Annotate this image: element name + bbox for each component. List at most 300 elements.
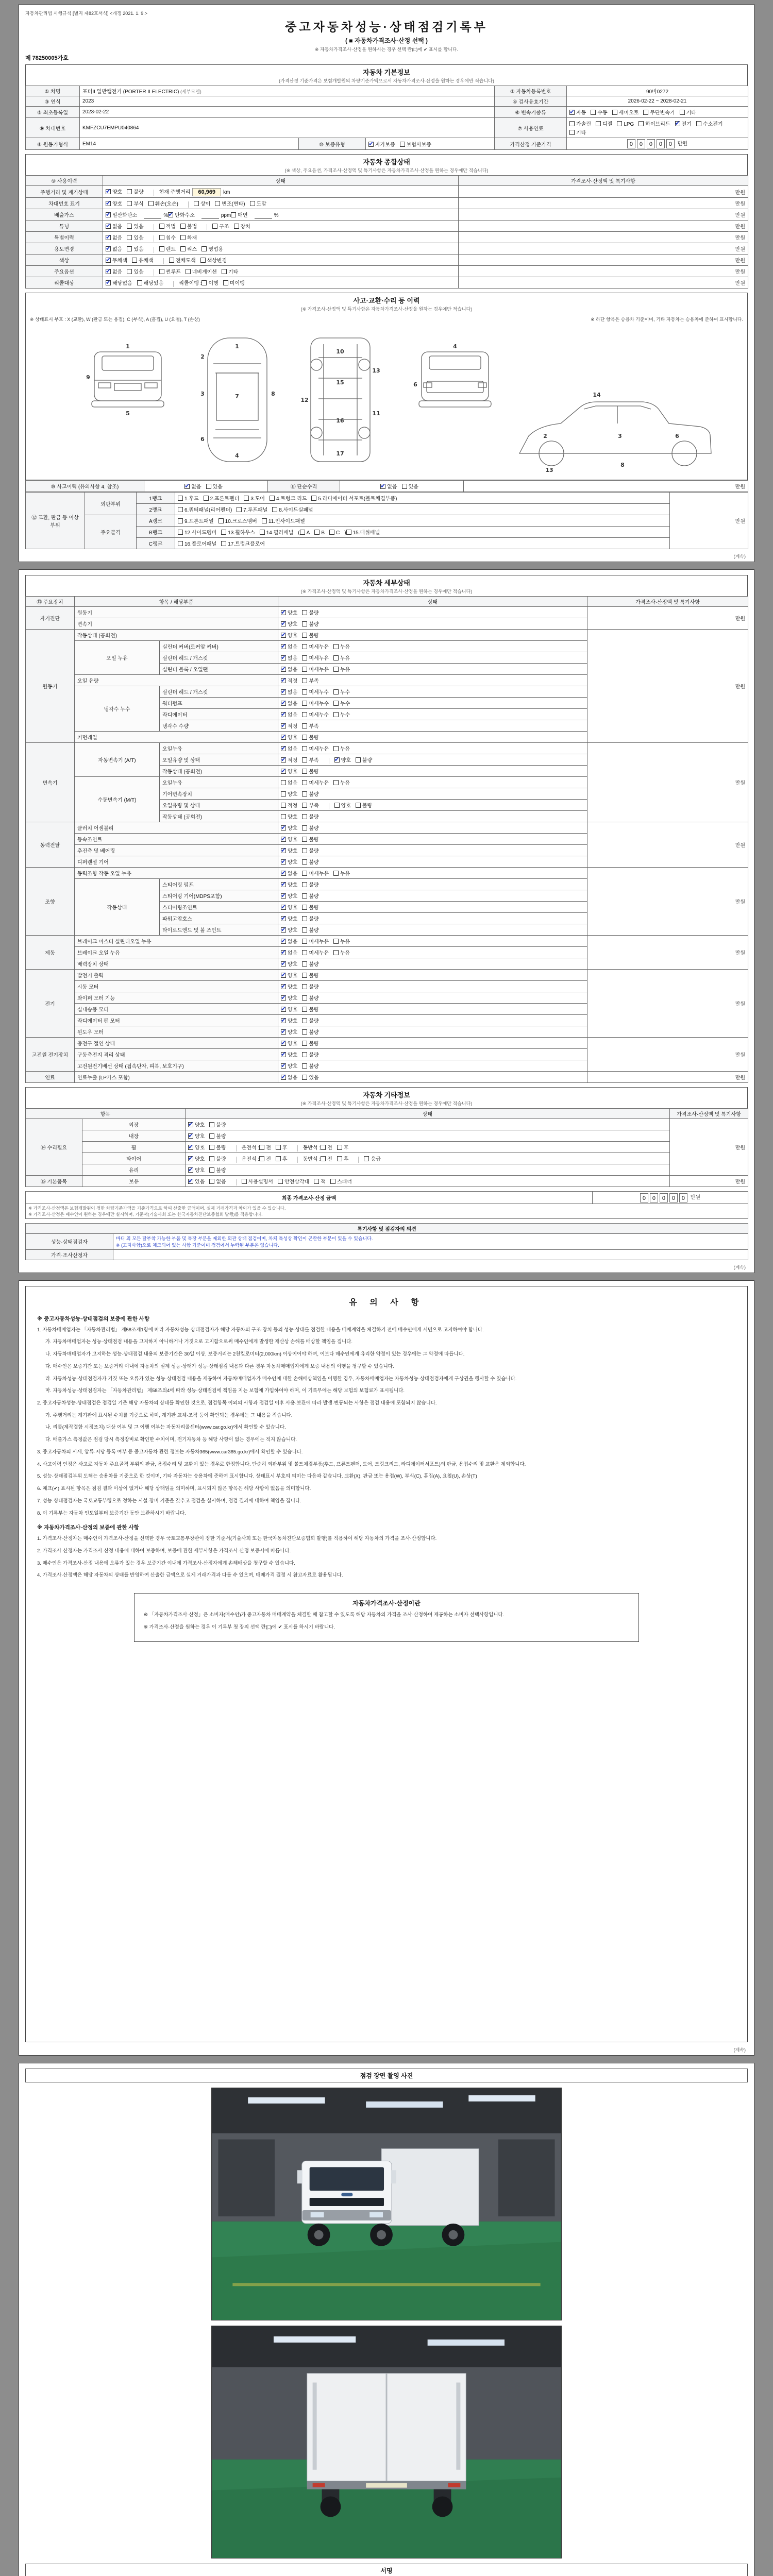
checkbox-option[interactable] bbox=[281, 722, 297, 730]
checkbox[interactable] bbox=[356, 803, 361, 808]
checkbox-option[interactable] bbox=[281, 994, 297, 1002]
checkbox[interactable] bbox=[178, 541, 183, 546]
checkbox[interactable] bbox=[311, 496, 316, 501]
checkbox-option[interactable] bbox=[281, 1039, 297, 1047]
checkbox[interactable] bbox=[281, 701, 286, 706]
checkbox-option[interactable] bbox=[281, 654, 297, 662]
checkbox[interactable] bbox=[281, 1018, 286, 1023]
checkbox[interactable] bbox=[281, 1029, 286, 1035]
checkbox-option[interactable] bbox=[221, 528, 255, 536]
checkbox[interactable] bbox=[168, 212, 173, 217]
checkbox[interactable] bbox=[302, 814, 307, 819]
checkbox[interactable] bbox=[337, 1145, 342, 1150]
checkbox[interactable] bbox=[300, 530, 305, 535]
checkbox[interactable] bbox=[281, 995, 286, 1001]
checkbox-option[interactable] bbox=[314, 1177, 326, 1185]
checkbox[interactable] bbox=[127, 201, 132, 206]
checkbox-option[interactable] bbox=[311, 494, 397, 502]
checkbox-option[interactable] bbox=[281, 858, 297, 866]
checkbox-option[interactable] bbox=[188, 1132, 205, 1140]
checkbox-option[interactable] bbox=[612, 108, 639, 116]
checkbox-option[interactable] bbox=[302, 642, 329, 650]
checkbox-option[interactable] bbox=[281, 1073, 297, 1081]
checkbox[interactable] bbox=[321, 1156, 326, 1161]
checkbox[interactable] bbox=[302, 769, 307, 774]
checkbox[interactable] bbox=[188, 1167, 193, 1173]
checkbox[interactable] bbox=[178, 530, 183, 535]
checkbox[interactable] bbox=[281, 655, 286, 660]
checkbox[interactable] bbox=[302, 1052, 307, 1057]
checkbox-option[interactable] bbox=[302, 676, 318, 684]
checkbox[interactable] bbox=[106, 235, 111, 240]
checkbox[interactable] bbox=[281, 1052, 286, 1057]
checkbox-option[interactable] bbox=[188, 1166, 205, 1174]
checkbox-option[interactable] bbox=[281, 835, 297, 843]
checkbox[interactable] bbox=[270, 496, 275, 501]
checkbox-option[interactable] bbox=[321, 1155, 332, 1162]
checkbox[interactable] bbox=[188, 1133, 193, 1139]
checkbox-option[interactable] bbox=[137, 279, 164, 286]
checkbox-option[interactable] bbox=[302, 699, 329, 707]
checkbox[interactable] bbox=[209, 1133, 214, 1139]
checkbox[interactable] bbox=[106, 246, 111, 251]
checkbox[interactable] bbox=[368, 142, 374, 147]
checkbox[interactable] bbox=[169, 258, 174, 263]
checkbox-option[interactable] bbox=[300, 530, 310, 536]
checkbox-option[interactable] bbox=[159, 267, 181, 275]
checkbox[interactable] bbox=[127, 246, 132, 251]
checkbox[interactable] bbox=[188, 1179, 193, 1184]
checkbox-option[interactable] bbox=[380, 482, 397, 490]
checkbox[interactable] bbox=[106, 189, 111, 194]
checkbox-option[interactable] bbox=[169, 256, 196, 264]
checkbox-option[interactable] bbox=[302, 982, 318, 990]
checkbox[interactable] bbox=[281, 689, 286, 694]
checkbox-option[interactable] bbox=[270, 494, 307, 502]
checkbox-option[interactable] bbox=[281, 824, 297, 832]
checkbox-option[interactable] bbox=[281, 1050, 297, 1058]
checkbox-option[interactable] bbox=[329, 530, 340, 536]
checkbox-option[interactable] bbox=[281, 960, 297, 968]
checkbox-option[interactable] bbox=[596, 120, 612, 127]
checkbox-option[interactable] bbox=[259, 1155, 271, 1162]
checkbox-option[interactable] bbox=[281, 971, 297, 979]
checkbox-option[interactable] bbox=[250, 199, 266, 207]
checkbox[interactable] bbox=[302, 780, 307, 785]
checkbox-option[interactable] bbox=[302, 790, 318, 798]
checkbox[interactable] bbox=[302, 973, 307, 978]
checkbox[interactable] bbox=[159, 269, 164, 274]
checkbox-option[interactable] bbox=[302, 744, 329, 752]
checkbox[interactable] bbox=[333, 950, 339, 955]
checkbox-option[interactable] bbox=[132, 256, 154, 264]
checkbox[interactable] bbox=[221, 541, 226, 546]
checkbox-option[interactable] bbox=[281, 676, 297, 684]
checkbox[interactable] bbox=[281, 837, 286, 842]
checkbox-option[interactable] bbox=[260, 528, 294, 536]
checkbox[interactable] bbox=[302, 1007, 307, 1012]
checkbox-option[interactable] bbox=[209, 1177, 226, 1185]
checkbox[interactable] bbox=[638, 121, 644, 126]
checkbox[interactable] bbox=[402, 484, 407, 489]
checkbox-option[interactable] bbox=[180, 233, 197, 241]
checkbox-option[interactable] bbox=[148, 199, 178, 207]
checkbox-option[interactable] bbox=[302, 631, 318, 639]
checkbox[interactable] bbox=[204, 496, 209, 501]
checkbox-option[interactable] bbox=[178, 539, 216, 547]
checkbox-option[interactable] bbox=[180, 222, 197, 230]
checkbox-option[interactable] bbox=[178, 528, 216, 536]
checkbox-option[interactable] bbox=[178, 505, 232, 513]
checkbox[interactable] bbox=[281, 927, 286, 933]
checkbox[interactable] bbox=[276, 1156, 281, 1161]
checkbox[interactable] bbox=[302, 859, 307, 865]
checkbox-option[interactable] bbox=[281, 710, 297, 718]
checkbox[interactable] bbox=[159, 224, 164, 229]
checkbox[interactable] bbox=[380, 484, 385, 489]
checkbox-option[interactable] bbox=[281, 948, 297, 956]
checkbox-option[interactable] bbox=[188, 1121, 205, 1128]
checkbox[interactable] bbox=[302, 746, 307, 751]
checkbox[interactable] bbox=[400, 142, 405, 147]
checkbox-option[interactable] bbox=[209, 1166, 226, 1174]
checkbox[interactable] bbox=[321, 1145, 326, 1150]
checkbox[interactable] bbox=[302, 950, 307, 955]
checkbox[interactable] bbox=[221, 530, 226, 535]
checkbox[interactable] bbox=[302, 916, 307, 921]
checkbox[interactable] bbox=[222, 269, 227, 274]
checkbox-option[interactable] bbox=[302, 926, 318, 934]
checkbox-option[interactable] bbox=[106, 188, 122, 195]
checkbox-option[interactable] bbox=[302, 1016, 318, 1024]
checkbox-option[interactable] bbox=[333, 665, 350, 673]
checkbox[interactable] bbox=[206, 484, 211, 489]
checkbox-option[interactable] bbox=[281, 733, 297, 741]
checkbox[interactable] bbox=[281, 950, 286, 955]
checkbox[interactable] bbox=[281, 848, 286, 853]
checkbox-option[interactable] bbox=[127, 233, 143, 241]
checkbox[interactable] bbox=[302, 701, 307, 706]
checkbox[interactable] bbox=[281, 769, 286, 774]
checkbox[interactable] bbox=[106, 224, 111, 229]
checkbox[interactable] bbox=[231, 212, 236, 217]
checkbox[interactable] bbox=[302, 995, 307, 1001]
checkbox-option[interactable] bbox=[259, 1143, 271, 1151]
checkbox-option[interactable] bbox=[106, 245, 122, 252]
checkbox-option[interactable] bbox=[204, 494, 240, 502]
checkbox-option[interactable] bbox=[281, 1016, 297, 1024]
checkbox-option[interactable] bbox=[356, 801, 372, 809]
checkbox-option[interactable] bbox=[302, 722, 318, 730]
checkbox[interactable] bbox=[302, 984, 307, 989]
checkbox[interactable] bbox=[281, 610, 286, 615]
checkbox-option[interactable] bbox=[400, 140, 431, 148]
checkbox[interactable] bbox=[333, 689, 339, 694]
checkbox-option[interactable] bbox=[276, 1143, 288, 1151]
checkbox[interactable] bbox=[234, 224, 239, 229]
checkbox-option[interactable] bbox=[281, 801, 297, 809]
checkbox-option[interactable] bbox=[638, 120, 670, 127]
checkbox-option[interactable] bbox=[244, 494, 265, 502]
checkbox[interactable] bbox=[281, 825, 286, 831]
checkbox-option[interactable] bbox=[223, 279, 245, 286]
checkbox-option[interactable] bbox=[200, 256, 227, 264]
checkbox-option[interactable] bbox=[302, 1039, 318, 1047]
checkbox-option[interactable] bbox=[302, 869, 329, 877]
checkbox-option[interactable] bbox=[314, 530, 325, 536]
checkbox-option[interactable] bbox=[222, 267, 238, 275]
checkbox[interactable] bbox=[302, 837, 307, 842]
checkbox[interactable] bbox=[209, 1145, 214, 1150]
checkbox-option[interactable] bbox=[184, 482, 201, 490]
checkbox-option[interactable] bbox=[106, 211, 137, 218]
checkbox[interactable] bbox=[127, 269, 132, 274]
blank-field[interactable] bbox=[201, 213, 219, 219]
checkbox-option[interactable] bbox=[281, 642, 297, 650]
checkbox[interactable] bbox=[617, 121, 622, 126]
checkbox[interactable] bbox=[259, 1145, 264, 1150]
checkbox-option[interactable] bbox=[281, 812, 297, 820]
checkbox-option[interactable] bbox=[178, 494, 199, 502]
checkbox-option[interactable] bbox=[168, 211, 195, 218]
checkbox[interactable] bbox=[333, 939, 339, 944]
checkbox-option[interactable] bbox=[106, 279, 132, 286]
checkbox-option[interactable] bbox=[569, 108, 586, 116]
price-digit-box[interactable]: 0 bbox=[669, 1193, 678, 1202]
checkbox[interactable] bbox=[302, 848, 307, 853]
checkbox-option[interactable] bbox=[281, 767, 297, 775]
checkbox[interactable] bbox=[194, 201, 199, 206]
checkbox[interactable] bbox=[596, 121, 601, 126]
checkbox[interactable] bbox=[201, 246, 207, 251]
checkbox-option[interactable] bbox=[281, 926, 297, 934]
checkbox[interactable] bbox=[302, 1041, 307, 1046]
checkbox-option[interactable] bbox=[302, 801, 318, 809]
checkbox-option[interactable] bbox=[188, 1143, 205, 1151]
checkbox[interactable] bbox=[333, 746, 339, 751]
checkbox[interactable] bbox=[302, 882, 307, 887]
checkbox-option[interactable] bbox=[201, 245, 223, 252]
checkbox-option[interactable] bbox=[333, 948, 350, 956]
checkbox-option[interactable] bbox=[281, 880, 297, 888]
checkbox[interactable] bbox=[127, 224, 132, 229]
checkbox[interactable] bbox=[569, 110, 575, 115]
checkbox[interactable] bbox=[302, 1075, 307, 1080]
checkbox-option[interactable] bbox=[276, 1155, 288, 1162]
checkbox[interactable] bbox=[250, 201, 255, 206]
checkbox[interactable] bbox=[178, 518, 183, 523]
checkbox[interactable] bbox=[302, 610, 307, 615]
checkbox[interactable] bbox=[178, 496, 183, 501]
checkbox[interactable] bbox=[281, 780, 286, 785]
checkbox[interactable] bbox=[188, 1156, 193, 1161]
checkbox[interactable] bbox=[278, 1179, 283, 1184]
checkbox[interactable] bbox=[281, 1063, 286, 1069]
checkbox[interactable] bbox=[591, 110, 596, 115]
checkbox[interactable] bbox=[281, 984, 286, 989]
checkbox-option[interactable] bbox=[337, 1155, 349, 1162]
checkbox-option[interactable] bbox=[302, 960, 318, 968]
price-digit-box[interactable]: 0 bbox=[650, 1193, 658, 1202]
checkbox[interactable] bbox=[281, 633, 286, 638]
checkbox[interactable] bbox=[281, 939, 286, 944]
checkbox-option[interactable] bbox=[209, 1121, 226, 1128]
checkbox[interactable] bbox=[106, 269, 111, 274]
checkbox-option[interactable] bbox=[281, 608, 297, 616]
checkbox-option[interactable] bbox=[186, 267, 217, 275]
checkbox-option[interactable] bbox=[281, 982, 297, 990]
checkbox[interactable] bbox=[188, 1145, 193, 1150]
checkbox-option[interactable] bbox=[302, 858, 318, 866]
checkbox-option[interactable] bbox=[302, 710, 329, 718]
checkbox-option[interactable] bbox=[302, 994, 318, 1002]
checkbox[interactable] bbox=[333, 655, 339, 660]
checkbox-option[interactable] bbox=[281, 1005, 297, 1013]
checkbox-option[interactable] bbox=[281, 869, 297, 877]
checkbox[interactable] bbox=[180, 235, 186, 240]
checkbox-option[interactable] bbox=[127, 267, 143, 275]
checkbox[interactable] bbox=[337, 1156, 342, 1161]
checkbox[interactable] bbox=[281, 757, 286, 762]
checkbox[interactable] bbox=[333, 871, 339, 876]
checkbox[interactable] bbox=[302, 712, 307, 717]
checkbox-option[interactable] bbox=[127, 199, 143, 207]
price-digit-box[interactable]: 0 bbox=[640, 1193, 648, 1202]
checkbox[interactable] bbox=[281, 678, 286, 683]
checkbox[interactable] bbox=[333, 780, 339, 785]
checkbox-option[interactable] bbox=[302, 767, 318, 775]
checkbox[interactable] bbox=[281, 882, 286, 887]
checkbox-option[interactable] bbox=[302, 733, 318, 741]
checkbox-option[interactable] bbox=[234, 222, 250, 230]
checkbox[interactable] bbox=[148, 201, 154, 206]
checkbox[interactable] bbox=[302, 871, 307, 876]
checkbox-option[interactable] bbox=[281, 892, 297, 900]
checkbox-option[interactable] bbox=[127, 222, 143, 230]
checkbox-option[interactable] bbox=[281, 631, 297, 639]
checkbox-option[interactable] bbox=[206, 482, 223, 490]
checkbox-option[interactable] bbox=[302, 824, 318, 832]
checkbox-option[interactable] bbox=[302, 892, 318, 900]
checkbox[interactable] bbox=[330, 1179, 335, 1184]
checkbox[interactable] bbox=[302, 667, 307, 672]
checkbox[interactable] bbox=[281, 859, 286, 865]
checkbox[interactable] bbox=[281, 871, 286, 876]
checkbox-option[interactable] bbox=[281, 744, 297, 752]
checkbox-option[interactable] bbox=[302, 880, 318, 888]
checkbox-option[interactable] bbox=[302, 971, 318, 979]
checkbox-option[interactable] bbox=[334, 756, 351, 764]
checkbox-option[interactable] bbox=[302, 1073, 318, 1081]
checkbox[interactable] bbox=[127, 189, 132, 194]
checkbox[interactable] bbox=[178, 507, 183, 512]
checkbox[interactable] bbox=[281, 735, 286, 740]
checkbox[interactable] bbox=[356, 757, 361, 762]
checkbox-option[interactable] bbox=[302, 620, 318, 628]
price-digit-box[interactable]: 0 bbox=[679, 1193, 687, 1202]
checkbox[interactable] bbox=[302, 633, 307, 638]
checkbox[interactable] bbox=[302, 1063, 307, 1069]
checkbox-option[interactable] bbox=[281, 688, 297, 696]
checkbox[interactable] bbox=[242, 1179, 247, 1184]
checkbox[interactable] bbox=[333, 644, 339, 649]
checkbox-option[interactable] bbox=[237, 505, 267, 513]
checkbox[interactable] bbox=[201, 280, 207, 285]
checkbox[interactable] bbox=[186, 269, 191, 274]
checkbox[interactable] bbox=[281, 644, 286, 649]
checkbox[interactable] bbox=[106, 280, 111, 285]
checkbox[interactable] bbox=[281, 791, 286, 796]
checkbox[interactable] bbox=[680, 110, 685, 115]
checkbox[interactable] bbox=[212, 224, 217, 229]
checkbox[interactable] bbox=[188, 1122, 193, 1127]
checkbox[interactable] bbox=[244, 496, 249, 501]
checkbox[interactable] bbox=[302, 655, 307, 660]
checkbox[interactable] bbox=[180, 224, 186, 229]
checkbox-option[interactable] bbox=[231, 211, 247, 218]
checkbox-option[interactable] bbox=[188, 1155, 205, 1162]
checkbox-option[interactable] bbox=[321, 1143, 332, 1151]
checkbox-option[interactable] bbox=[302, 654, 329, 662]
checkbox[interactable] bbox=[302, 893, 307, 899]
checkbox[interactable] bbox=[260, 530, 265, 535]
checkbox[interactable] bbox=[302, 939, 307, 944]
checkbox-option[interactable] bbox=[333, 642, 350, 650]
checkbox-option[interactable] bbox=[333, 869, 350, 877]
checkbox-option[interactable] bbox=[333, 937, 350, 945]
checkbox-option[interactable] bbox=[302, 756, 318, 764]
checkbox[interactable] bbox=[696, 121, 701, 126]
checkbox[interactable] bbox=[106, 258, 111, 263]
checkbox-option[interactable] bbox=[262, 517, 305, 524]
checkbox-option[interactable] bbox=[188, 1177, 205, 1185]
checkbox[interactable] bbox=[314, 530, 320, 535]
checkbox[interactable] bbox=[643, 110, 648, 115]
checkbox-option[interactable] bbox=[281, 937, 297, 945]
checkbox-option[interactable] bbox=[272, 505, 313, 513]
checkbox-option[interactable] bbox=[333, 710, 350, 718]
price-digit-box[interactable]: 0 bbox=[647, 139, 655, 148]
checkbox-option[interactable] bbox=[106, 222, 122, 230]
checkbox[interactable] bbox=[302, 735, 307, 740]
checkbox-option[interactable] bbox=[212, 222, 229, 230]
checkbox-option[interactable] bbox=[127, 245, 143, 252]
checkbox[interactable] bbox=[281, 814, 286, 819]
checkbox-option[interactable] bbox=[106, 256, 127, 264]
checkbox-option[interactable] bbox=[368, 140, 395, 148]
checkbox[interactable] bbox=[281, 916, 286, 921]
checkbox-option[interactable] bbox=[106, 233, 122, 241]
checkbox[interactable] bbox=[569, 121, 575, 126]
blank-field[interactable] bbox=[255, 213, 272, 219]
checkbox[interactable] bbox=[302, 803, 307, 808]
checkbox-option[interactable] bbox=[194, 199, 210, 207]
checkbox-option[interactable] bbox=[127, 188, 143, 195]
checkbox-option[interactable] bbox=[302, 914, 318, 922]
checkbox-option[interactable] bbox=[201, 279, 218, 286]
checkbox-option[interactable] bbox=[302, 903, 318, 911]
checkbox-option[interactable] bbox=[278, 1177, 309, 1185]
checkbox-option[interactable] bbox=[281, 699, 297, 707]
checkbox[interactable] bbox=[302, 644, 307, 649]
checkbox-option[interactable] bbox=[302, 846, 318, 854]
checkbox[interactable] bbox=[259, 1156, 264, 1161]
checkbox[interactable] bbox=[159, 235, 164, 240]
checkbox[interactable] bbox=[223, 280, 228, 285]
checkbox-option[interactable] bbox=[209, 1132, 226, 1140]
checkbox-option[interactable] bbox=[159, 233, 176, 241]
checkbox-option[interactable] bbox=[334, 801, 351, 809]
